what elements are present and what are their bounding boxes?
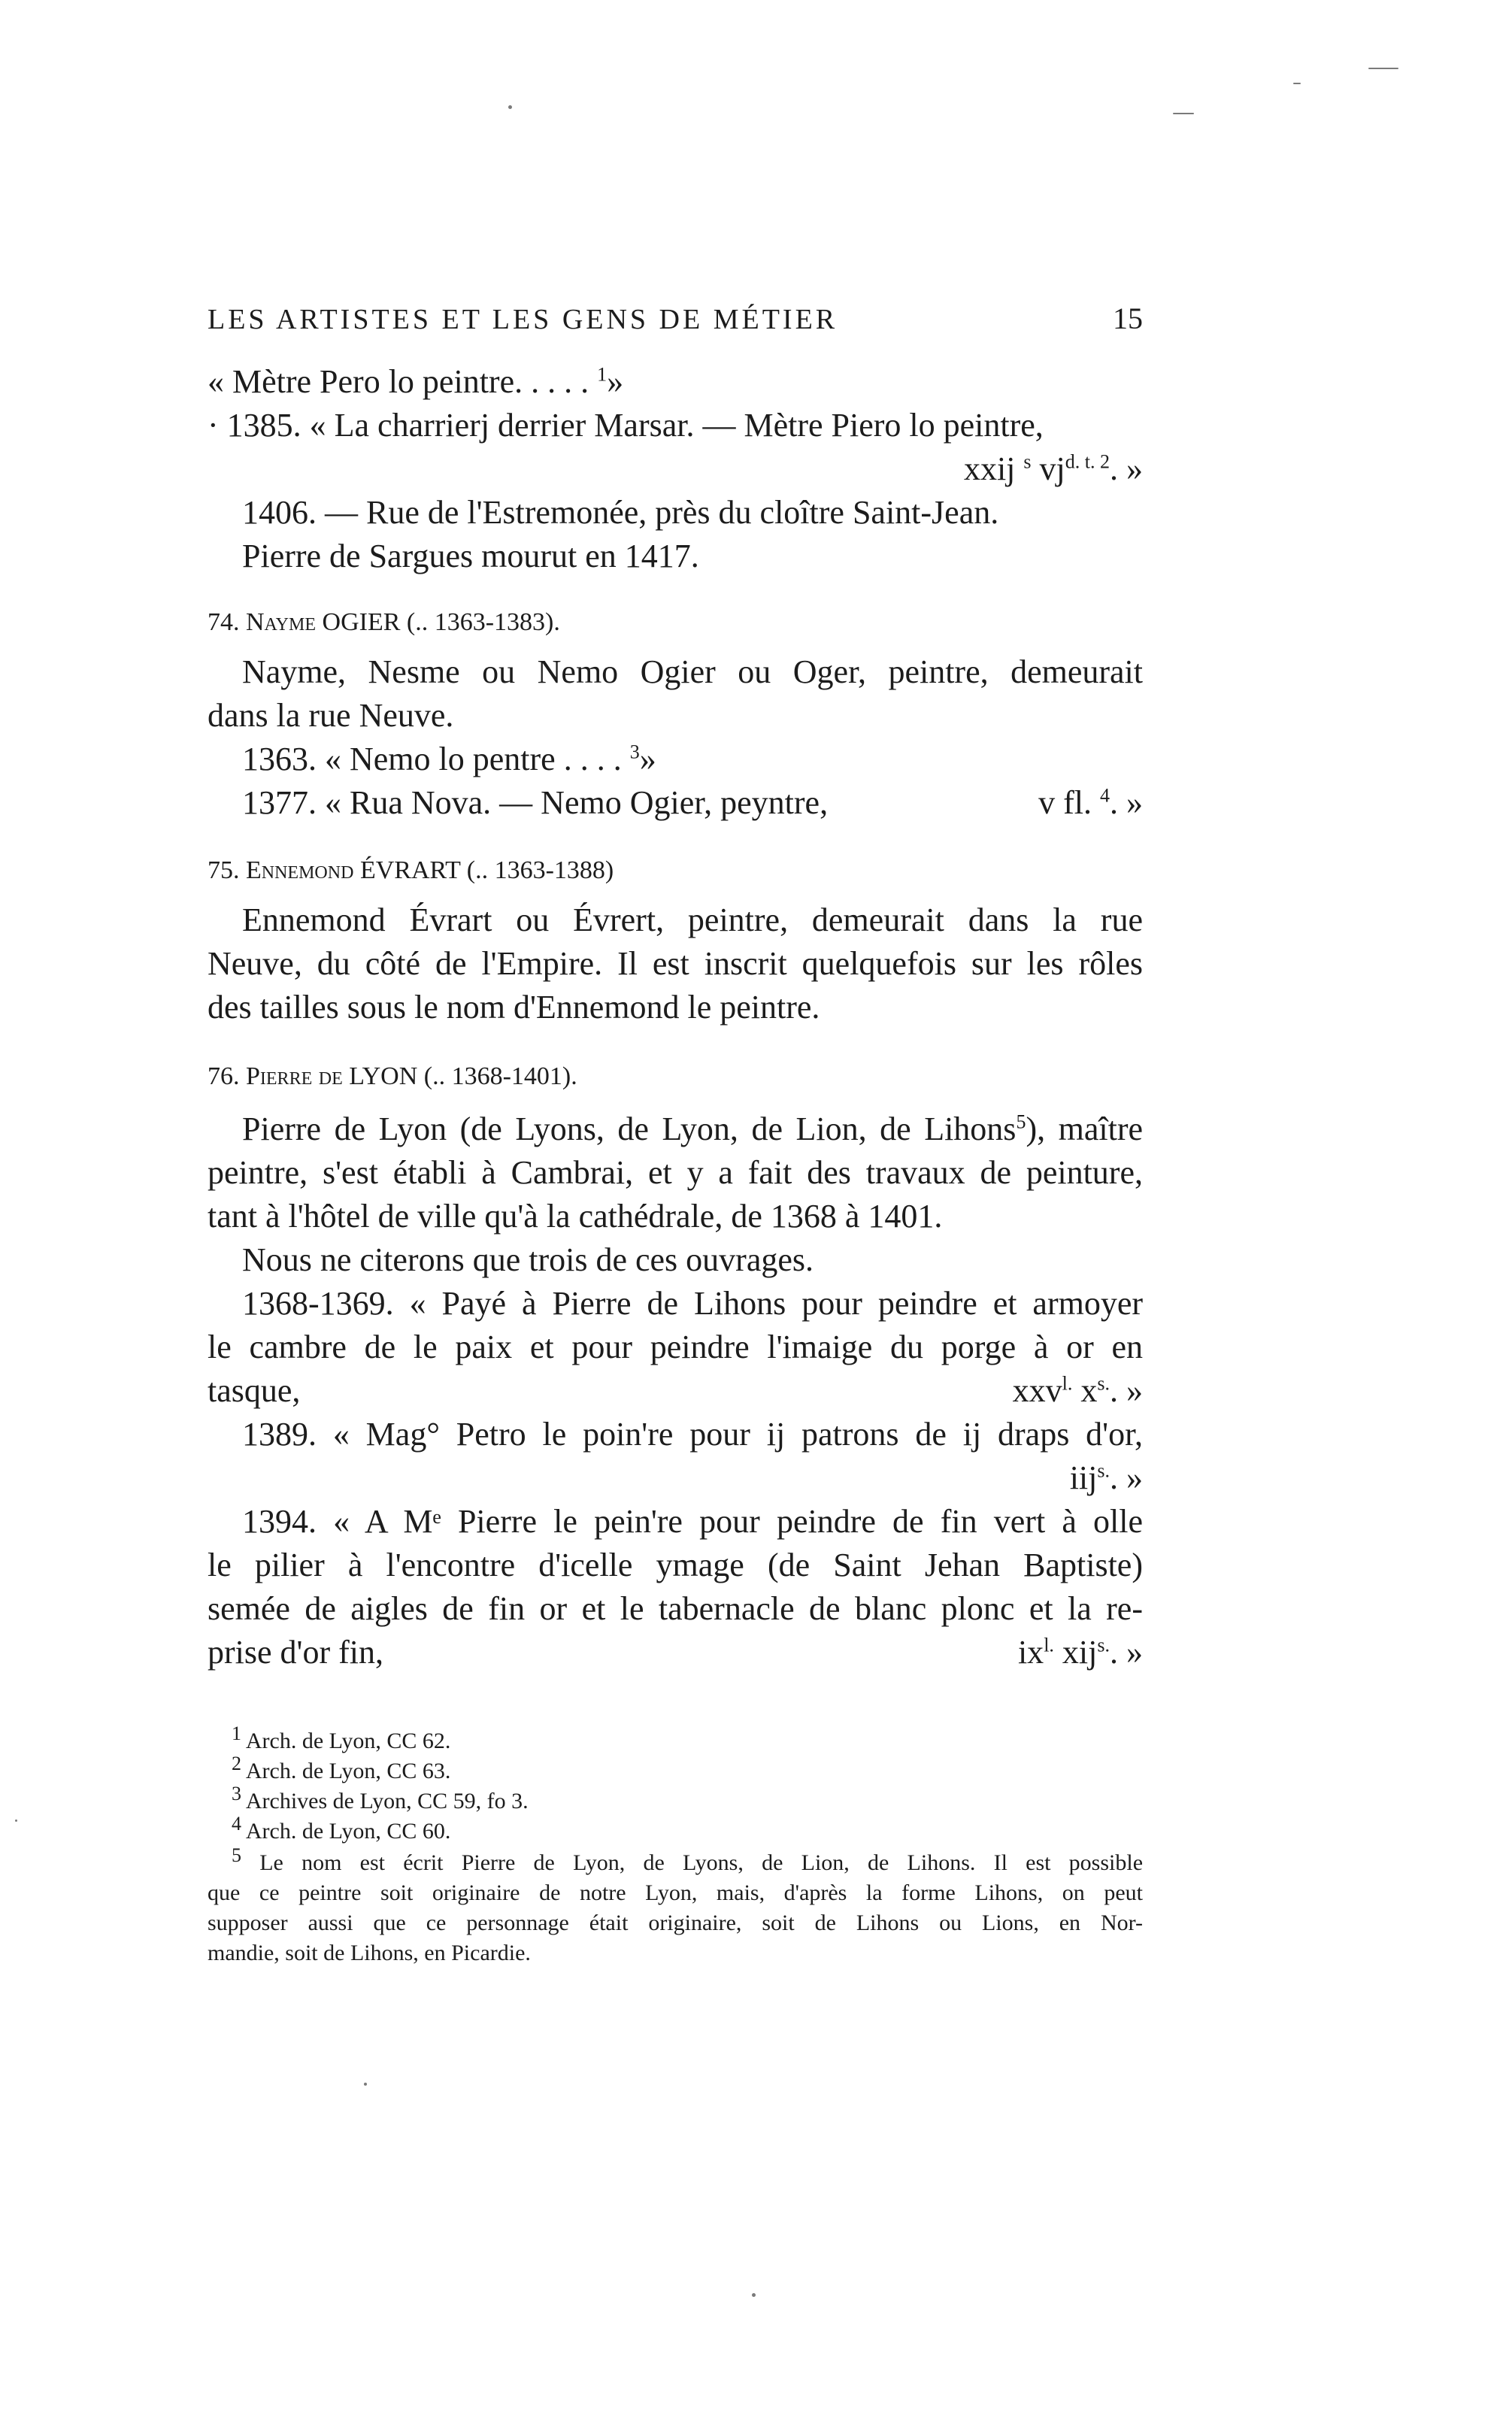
scan-speck [1368, 68, 1398, 69]
entry-heading: 75. Ennemond ÉVRART (.. 1363-1388) [208, 856, 614, 884]
text-line: 1377. « Rua Nova. — Nemo Ogier, peyntre, v fl. $^4$. » [242, 784, 1143, 821]
scan-speck [752, 2293, 756, 2297]
scan-speck [1293, 83, 1301, 84]
text-line: des tailles sous le nom d'Ennemond le peintre. [208, 989, 820, 1026]
scan-speck [364, 2083, 367, 2086]
text-line: Nous ne citerons que trois de ces ouvrages. [242, 1241, 814, 1278]
footnote-ref: 1 [597, 363, 608, 386]
text-line: dans la rue Neuve. [208, 697, 454, 734]
text-line: tasque, xxv$^{l.}$ $x^{s.}$. » [208, 1372, 1143, 1409]
scan-speck [508, 105, 512, 109]
footnote-continuation: que ce peintre soit originaire de notre Lyon, mais, d'après la forme Lihons, on peut [208, 1880, 1143, 1905]
running-title: LES ARTISTES ET LES GENS DE MÉTIER [208, 304, 838, 335]
text-line: Pierre de Sargues mourut en 1417. [242, 538, 699, 574]
footnote: $^4$ Arch. de Lyon, CC 60. [232, 1813, 451, 1844]
footnote: $^2$ Arch. de Lyon, CC 63. [232, 1753, 451, 1783]
footnote: $^1$ Arch. de Lyon, CC 62. [232, 1722, 451, 1753]
footnote: $^5$ Le nom est écrit Pierre de Lyon, de Lyons, de Lion, de Lihons. Il est possible [232, 1844, 1144, 1875]
text-line: 1368-1369. « Payé à Pierre de Lihons pour peindre et armoyer [242, 1285, 1143, 1322]
page-number: 15 [1113, 301, 1143, 335]
text-line: iij$^{s.}$. » [1069, 1459, 1143, 1496]
text-line: 1363. « Nemo lo pentre . . . . $^3$» [242, 741, 656, 777]
text-line: « Mètre Pero lo peintre. . . . . $^1$» [208, 363, 624, 400]
text-line: Nayme, Nesme ou Nemo Ogier ou Oger, peintre, demeurait [242, 653, 1143, 690]
footnote-continuation: supposer aussi que ce personnage était originaire, soit de Lihons ou Lions, en Nor- [208, 1910, 1143, 1935]
footnote-continuation: mandie, soit de Lihons, en Picardie. [208, 1941, 531, 1965]
entry-heading: 76. Pierre de LYON (.. 1368-1401). [208, 1062, 577, 1090]
scan-speck [15, 1819, 17, 1822]
text-line: 1389. « Mag° Petro le poin're pour ij patrons de ij draps d'or, [242, 1416, 1143, 1453]
text-line: semée de aigles de fin or et le tabernacle de blanc plonc et la re- [208, 1590, 1143, 1627]
text-line: peintre, s'est établi à Cambrai, et y a fait des travaux de peinture, [208, 1154, 1143, 1191]
footnote-ref: 3 [629, 741, 640, 763]
text-line: le pilier à l'encontre d'icelle ymage (de Saint Jehan Baptiste) [208, 1547, 1143, 1583]
text-line: xxij $^s$ $vj^{d. t. 2}$. » [963, 450, 1143, 487]
text-line: Ennemond Évrart ou Évrert, peintre, demeurait dans la rue [242, 901, 1143, 938]
text-line: prise d'or fin, $ix^{l.}$ xij$^{s.}$. » [208, 1634, 1143, 1671]
scan-speck [1173, 113, 1194, 114]
text-line: tant à l'hôtel de ville qu'à la cathédrale, de 1368 à 1401. [208, 1198, 943, 1235]
entry-heading: 74. Nayme OGIER (.. 1363-1383). [208, 608, 560, 636]
text-line: 1406. — Rue de l'Estremonée, près du cloître Saint-Jean. [242, 494, 999, 531]
text-line: Neuve, du côté de l'Empire. Il est inscrit quelquefois sur les rôles [208, 945, 1143, 982]
footnote-ref: 4 [1100, 784, 1110, 807]
footnote: $^3$ Archives de Lyon, CC 59, fo 3. [232, 1783, 529, 1813]
footnote-ref: 5 [1016, 1110, 1026, 1133]
running-header [208, 301, 1143, 346]
text-line: 1394. « A Mᵉ Pierre le pein're pour peindre de fin vert à olle [242, 1503, 1143, 1540]
text-line: · 1385. « La charrierj derrier Marsar. — Mètre Piero lo peintre, [208, 407, 1044, 444]
text-line: le cambre de le paix et pour peindre l'imaige du porge à or en [208, 1329, 1143, 1365]
text-line: Pierre de Lyon (de Lyons, de Lyon, de Lion, de Lihons$^5$), maître [242, 1110, 1144, 1147]
